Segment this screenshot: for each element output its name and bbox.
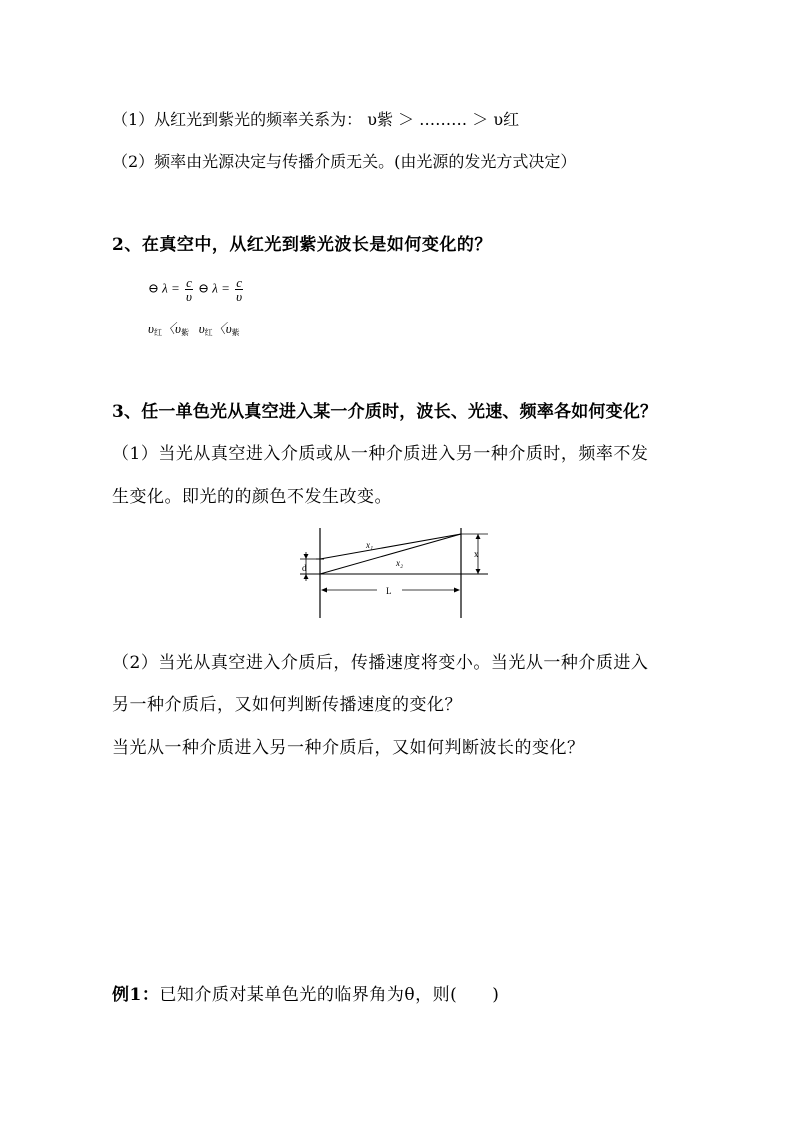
- formula-row-2: $\upsilon_红$〈$\upsilon_紫$ $\upsilon_红$〈$\upsilon_紫$: [148, 321, 240, 337]
- L-arrow-left: [321, 588, 327, 593]
- label-d: d: [302, 563, 307, 573]
- x-arrow-bottom: [476, 569, 481, 574]
- formula-row-1: ⊖ λ = $\frac{c}{\upsilon}$ ⊖ λ = $\frac{c}{\upsilon}$: [148, 275, 243, 304]
- question3-item1-line1: （1）当光从真空进入介质或从一种介质进入另一种介质时，频率不发: [112, 444, 649, 464]
- label-x: x: [474, 549, 479, 559]
- question3-item3: 当光从一种介质进入另一种介质后，又如何判断波长的变化？: [112, 738, 585, 758]
- question2-title: 2、在真空中，从红光到紫光波长是如何变化的？: [112, 235, 492, 255]
- d-arrow-top: [304, 554, 309, 559]
- example1: [112, 980, 499, 1005]
- label-L: L: [386, 586, 392, 596]
- d-arrow-bottom: [304, 574, 309, 579]
- question3-item2-line2: 另一种介质后，又如何判断传播速度的变化？: [112, 695, 462, 715]
- double-slit-diagram: [292, 522, 492, 622]
- ray-x2: [320, 534, 461, 574]
- ray-x1: [320, 534, 461, 559]
- fraction-c-over-nu: $\frac{c}{\upsilon}$: [236, 275, 243, 304]
- section1-item1: （1）从红光到紫光的频率关系为： υ紫 ＞ ……… ＞ υ红: [112, 110, 520, 129]
- fraction-c-over-nu: $\frac{c}{\upsilon}$: [185, 275, 192, 304]
- label-x2: x₂: [396, 558, 404, 568]
- section1-item2: （2）频率由光源决定与传播介质无关。(由光源的发光方式决定）: [112, 152, 577, 171]
- x-arrow-top: [476, 534, 481, 539]
- L-arrow-right: [454, 588, 460, 593]
- example1-label: 例1：: [112, 985, 160, 1005]
- question3-item1-line2: 生变化。即光的的颜色不发生改变。: [112, 487, 392, 507]
- question3-item2-line1: （2）当光从真空进入介质后，传播速度将变小。当光从一种介质进入: [112, 653, 649, 673]
- label-x1: x₁: [366, 540, 374, 550]
- example1-text: 已知介质对某单色光的临界角为θ，则( ): [159, 985, 500, 1005]
- question3-title: 3、任一单色光从真空进入某一介质时，波长、光速、频率各如何变化？: [112, 402, 658, 422]
